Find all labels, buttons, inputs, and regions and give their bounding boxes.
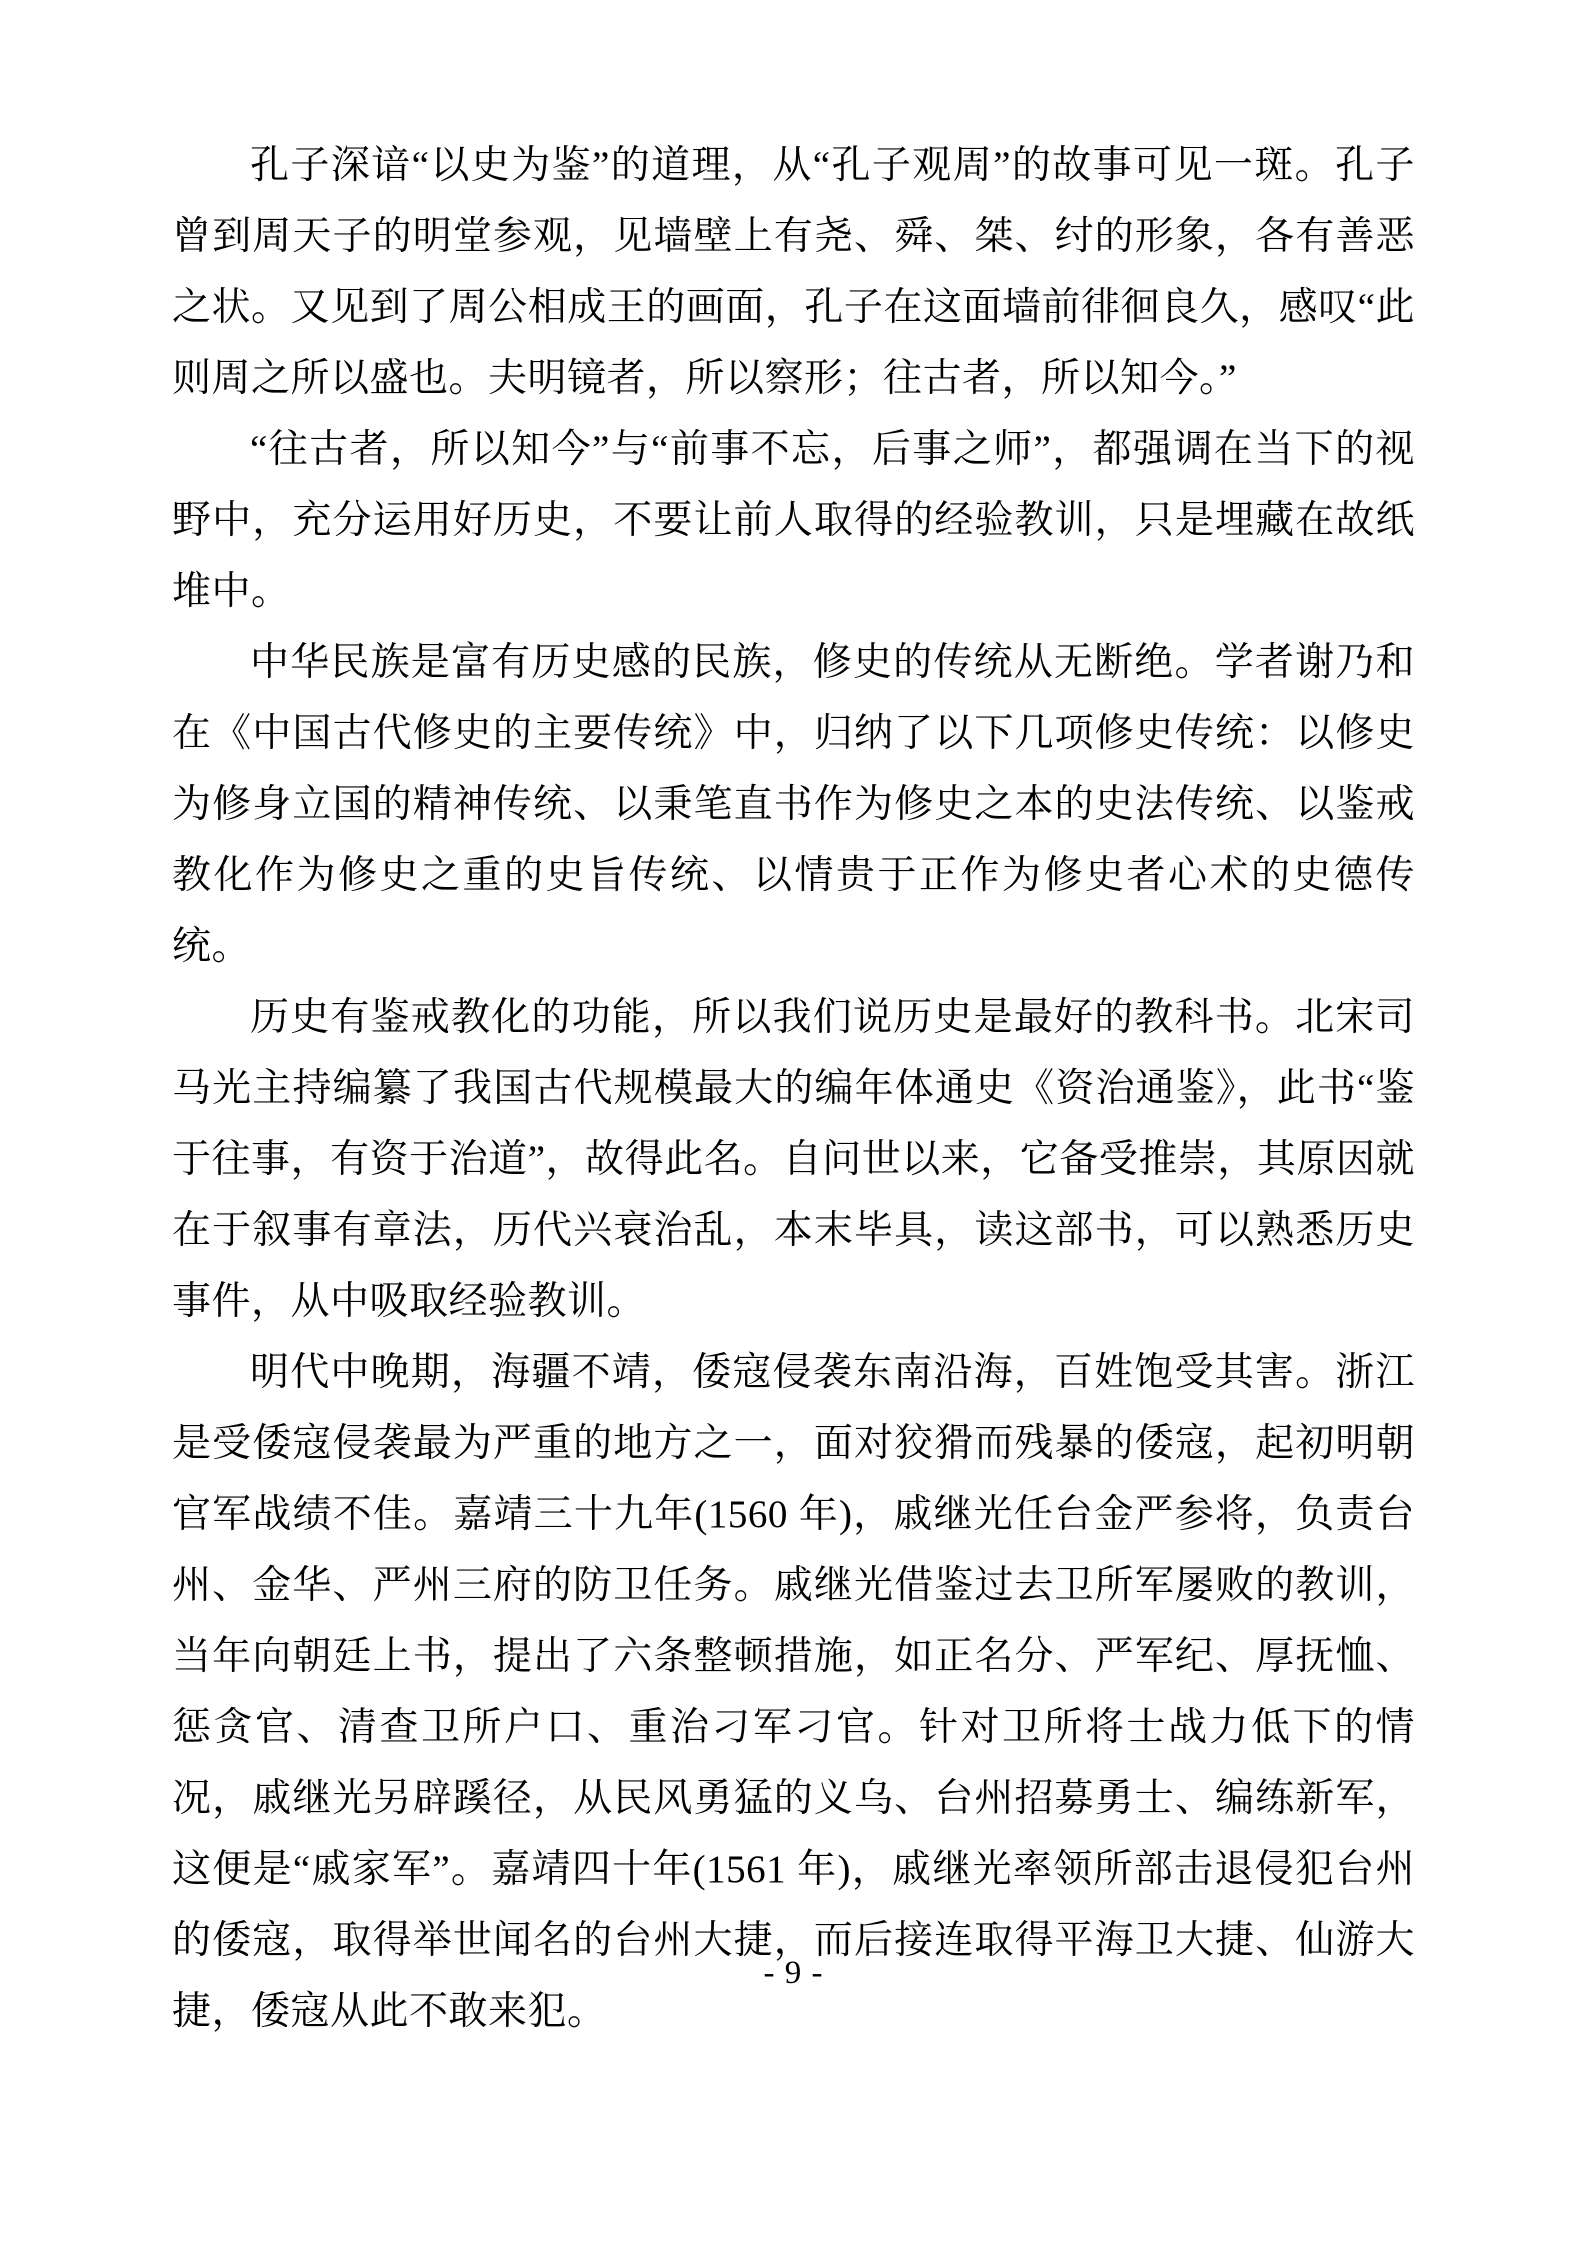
paragraph: 明代中晚期，海疆不靖，倭寇侵袭东南沿海，百姓饱受其害。浙江是受倭寇侵袭最为严重的地方之一，面对狡猾而残暴的倭寇，起初明朝官军战绩不佳。嘉靖三十九年(1560 年)，戚继光任台金严参将，负责台州、金华、严州三府的防卫任务。戚继光借鉴过去卫所军屡败的教训，当年向朝廷上书，提出了六条整顿措施，如正名分、严军纪、厚抚恤、惩贪官、清查卫所户口、重治刁军刁官。针对卫所将士战力低下的情况，戚继光另辟蹊径，从民风勇猛的义乌、台州招募勇士、编练新军，这便是“戚家军”。嘉靖四十年(1561 年)，戚继光率领所部击退侵犯台州的倭寇，取得举世闻名的台州大捷，而后接连取得平海卫大捷、仙游大捷，倭寇从此不敢来犯。 (172, 1351, 1415, 2033)
paragraph: 历史有鉴戒教化的功能，所以我们说历史是最好的教科书。北宋司马光主持编纂了我国古代规模最大的编年体通史《资治通鉴》，此书“鉴于往事，有资于治道”，故得此名。自问世以来，它备受推崇，其原因就在于叙事有章法，历代兴衰治乱，本末毕具，读这部书，可以熟悉历史事件，从中吸取经验教训。 (172, 996, 1415, 1323)
page-body (172, 130, 1415, 2047)
paragraph: 孔子深谙“以史为鉴”的道理，从“孔子观周”的故事可见一斑。孔子曾到周天子的明堂参观，见墙壁上有尧、舜、桀、纣的形象，各有善恶之状。又见到了周公相成王的画面，孔子在这面墙前徘徊良久，感叹“此则周之所以盛也。夫明镜者，所以察形；往古者，所以知今。” (172, 144, 1415, 400)
paragraph: 中华民族是富有历史感的民族，修史的传统从无断绝。学者谢乃和在《中国古代修史的主要传统》中，归纳了以下几项修史传统：以修史为修身立国的精神传统、以秉笔直书作为修史之本的史法传统、以鉴戒教化作为修史之重的史旨传统、以情贵于正作为修史者心术的史德传统。 (172, 641, 1415, 968)
page-number: - 9 - (763, 1955, 824, 1991)
paragraph: “往古者，所以知今”与“前事不忘，后事之师”，都强调在当下的视野中，充分运用好历史，不要让前人取得的经验教训，只是埋藏在故纸堆中。 (172, 428, 1415, 613)
